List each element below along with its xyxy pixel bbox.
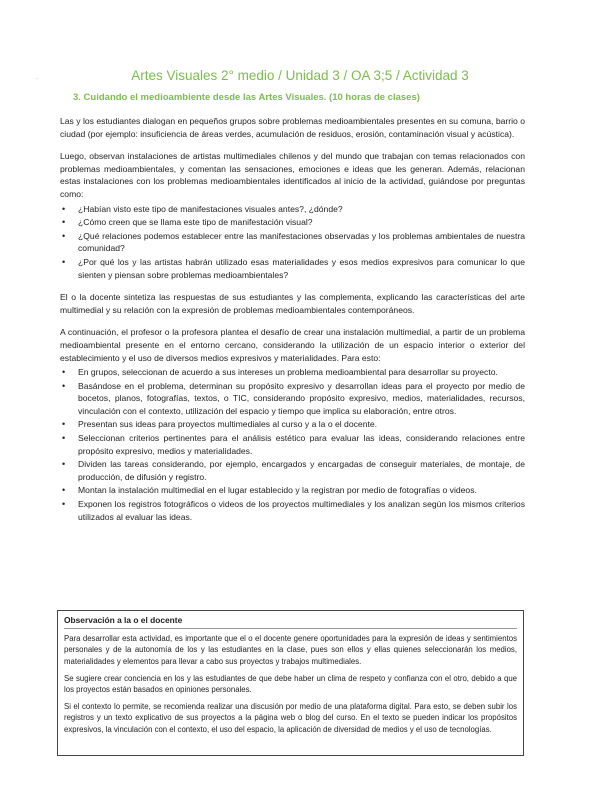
bullet-icon: • — [62, 485, 66, 496]
page-marker: · — [36, 76, 38, 82]
list-item: • ¿Habían visto este tipo de manifestaciones visuales antes?, ¿dónde? — [62, 203, 343, 214]
bullet-icon: • — [62, 459, 66, 470]
steps-list — [60, 366, 525, 523]
observation-text: Se sugiere crear conciencia en los y las estudiantes de que debe haber un clima de respeto y confianza con el otro, debido a que los proyectos están basados en opiniones personales. — [64, 673, 517, 695]
observation-text: Para desarrollar esta actividad, es importante que el o el docente genere oportunidades para la expresión de ideas y sentimientos personales y de la autonomía de los y las estudiantes en la clase, pues son ellos y ellas quienes seleccionarán los medios, materialidades y elementos para llevar a cabo sus proyectos y trabajos multimediales. — [64, 634, 517, 666]
observation-text: Si el contexto lo permite, se recomienda realizar una discusión por medio de una plataforma digital. Para esto, se deben subir los registros y un texto explicativo de sus proyectos a la página web o blog del curso. En el texto se pueden indicar los propósitos expresivos, la vinculación con el contexto, el uso del espacio, la aplicación de diversidad de medios y el uso de tecnologías. — [64, 702, 517, 734]
bullet-icon: • — [62, 433, 66, 444]
bullet-icon: • — [62, 380, 66, 391]
bullet-icon: • — [62, 499, 66, 510]
question-list — [60, 203, 525, 282]
bullet-icon: • — [62, 367, 66, 378]
list-item: • En grupos, seleccionan de acuerdo a sus intereses un problema medioambiental para desarrollar su proyecto. — [62, 367, 498, 378]
intro-paragraph: Las y los estudiantes dialogan en pequeños grupos sobre problemas medioambientales presentes en su comuna, barrio o ciudad (por ejemplo: insuficiencia de áreas verdes, acumulación de residuos, erosión, contaminación visual y acústica). — [60, 116, 525, 139]
list-item: • Montan la instalación multimedial en el lugar establecido y la registran por medio de fotografías o videos. — [62, 485, 477, 496]
section-title: 3. Cuidando el medioambiente desde las Artes Visuales. (10 horas de clases) — [73, 92, 420, 103]
challenge-paragraph: A continuación, el profesor o la profesora plantea el desafío de crear una instalación multimedial, a partir de un problema medioambiental presente en el entorno cercano, considerando la utilización de un espacio interior o exterior del establecimiento y el uso de diversos medios expresivos y materialidades. Para esto: — [60, 327, 525, 363]
bullet-icon: • — [62, 419, 66, 430]
observation-paragraph: Luego, observan instalaciones de artistas multimediales chilenos y del mundo que trabajan con temas relacionados con problemas medioambientales, y comentan las sensaciones, emociones e ideas que les generan. Además, relacionan estas instalaciones con los problemas medioambientales identificados al inicio de la actividad, guiándose por preguntas como: — [60, 151, 525, 199]
page-title: Artes Visuales 2° medio / Unidad 3 / OA 3;5 / Actividad 3 — [131, 68, 469, 83]
list-item: • Basándose en el problema, determinan su propósito expresivo y desarrollan ideas para el proyecto por medio de bocetos, planos, fotografías, textos, o TIC, considerando propósito expresivo, medios, materialidades, recursos, vinculación con el contexto, utilización del espacio y tiempo que implica su elaboración, entre otros. — [62, 380, 525, 416]
bullet-icon: • — [62, 230, 66, 241]
list-item: • ¿Por qué los y las artistas habrán utilizado esas materialidades y esos medios expresivos para comunicar lo que sienten y piensan sobre problemas medioambientales? — [62, 256, 525, 280]
list-item: • Exponen los registros fotográficos o videos de los proyectos multimediales y los analizan según los mismos criterios utilizados al evaluar las ideas. — [62, 499, 525, 522]
observation-title: Observación a la o el docente — [64, 615, 517, 629]
bullet-icon: • — [62, 217, 66, 228]
list-item: • Seleccionan criterios pertinentes para el análisis estético para evaluar las ideas, considerando relaciones entre propósito expresivo, medios y materialidades. — [62, 433, 525, 456]
teacher-observation-box — [57, 610, 524, 756]
bullet-icon: • — [62, 256, 66, 267]
activity-body — [60, 115, 525, 533]
synthesis-paragraph: El o la docente sintetiza las respuestas de sus estudiantes y las complementa, explicando las características del arte multimedial y su relación con la expresión de problemas medioambientales contemporáneos. — [60, 292, 525, 315]
list-item: • Dividen las tareas considerando, por ejemplo, encargados y encargadas de conseguir materiales, de montaje, de producción, de difusión y registro. — [62, 459, 525, 482]
list-item: • ¿Cómo creen que se llama este tipo de manifestación visual? — [62, 217, 313, 228]
list-item: • ¿Qué relaciones podemos establecer entre las manifestaciones observadas y los problemas ambientales de nuestra comunidad? — [62, 230, 525, 254]
list-item: • Presentan sus ideas para proyectos multimediales al curso y a la o el docente. — [62, 419, 378, 430]
bullet-icon: • — [62, 203, 66, 214]
